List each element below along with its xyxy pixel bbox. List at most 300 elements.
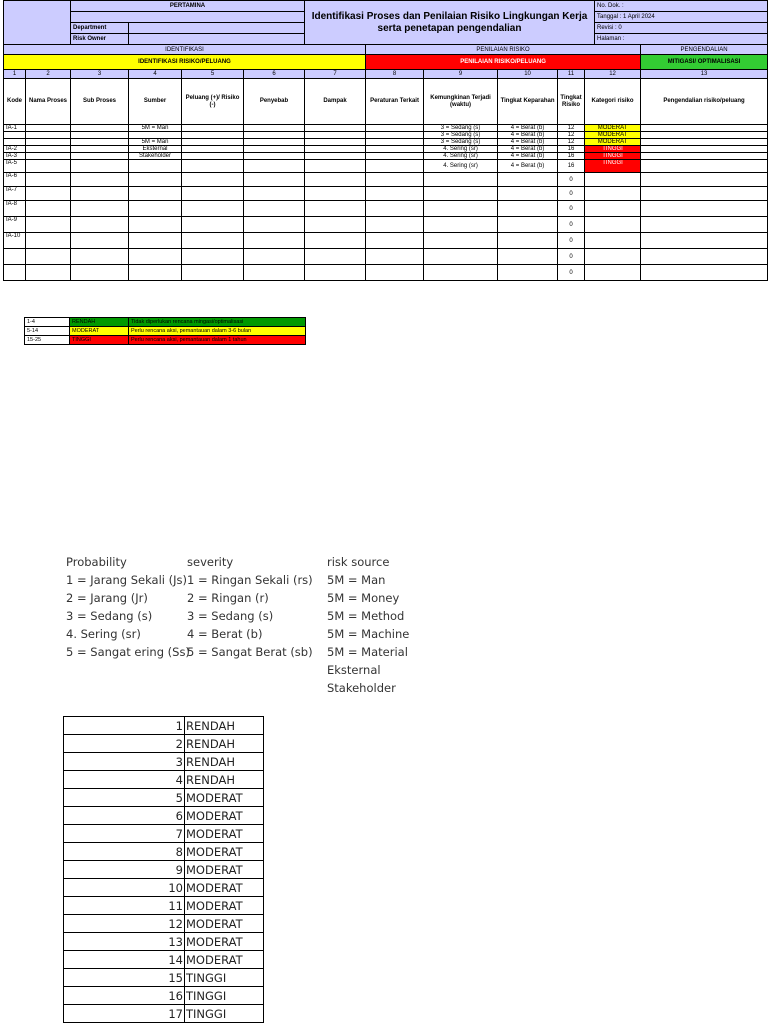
reference-item: risk source bbox=[327, 555, 390, 569]
column-header: Nama Proses bbox=[26, 79, 71, 125]
doc-no: No. Dok. : bbox=[595, 1, 768, 12]
reference-item: 3 = Sedang (s) bbox=[187, 609, 274, 623]
column-header: Peraturan Terkait bbox=[366, 79, 424, 125]
risk-rows bbox=[4, 125, 768, 281]
reference-item: 5 = Sangat ering (Ss) bbox=[66, 645, 190, 659]
table-cell[interactable] bbox=[26, 160, 71, 173]
table-cell[interactable] bbox=[366, 146, 424, 153]
table-cell[interactable] bbox=[244, 173, 305, 187]
table-cell[interactable] bbox=[244, 187, 305, 201]
table-row bbox=[4, 125, 768, 132]
table-row bbox=[4, 153, 768, 160]
table-cell[interactable] bbox=[641, 173, 768, 187]
table-cell[interactable]: 4. Sering (sr) bbox=[424, 153, 498, 160]
table-cell[interactable] bbox=[71, 125, 129, 132]
table-cell[interactable] bbox=[26, 201, 71, 217]
score-value: 14 bbox=[64, 951, 185, 969]
table-cell[interactable]: MODERAT bbox=[585, 139, 641, 146]
reference-item: 5M = Material bbox=[327, 645, 408, 659]
table-cell[interactable]: 0 bbox=[558, 217, 585, 233]
score-value: 4 bbox=[64, 771, 185, 789]
table-cell[interactable] bbox=[585, 187, 641, 201]
table-cell[interactable] bbox=[498, 187, 558, 201]
table-row bbox=[4, 160, 768, 173]
table-cell[interactable]: TINGGI bbox=[585, 146, 641, 153]
table-cell[interactable] bbox=[641, 201, 768, 217]
department-value[interactable] bbox=[129, 23, 305, 34]
column-header: Pengendalian risiko/peluang bbox=[641, 79, 768, 125]
table-cell[interactable]: 4 = Berat (b) bbox=[498, 160, 558, 173]
legend-desc: Tidak diperlukan rencana mingasi/optimalisasi bbox=[129, 318, 306, 327]
table-cell[interactable]: Eksternal bbox=[129, 146, 182, 153]
score-row bbox=[64, 861, 264, 879]
table-cell[interactable] bbox=[305, 217, 366, 233]
reference-item: 2 = Ringan (r) bbox=[187, 591, 269, 605]
score-row bbox=[64, 1005, 264, 1023]
table-cell[interactable] bbox=[424, 265, 498, 281]
legend-label: MODERAT bbox=[70, 327, 129, 336]
table-cell[interactable]: MODERAT bbox=[585, 132, 641, 139]
table-cell[interactable] bbox=[641, 233, 768, 249]
table-cell[interactable] bbox=[424, 233, 498, 249]
score-row bbox=[64, 735, 264, 753]
table-cell[interactable] bbox=[182, 146, 244, 153]
column-header: Sub Proses bbox=[71, 79, 129, 125]
table-cell[interactable] bbox=[366, 233, 424, 249]
table-cell[interactable] bbox=[129, 173, 182, 187]
table-cell[interactable] bbox=[305, 265, 366, 281]
score-value: 9 bbox=[64, 861, 185, 879]
table-cell[interactable] bbox=[244, 146, 305, 153]
section-identifikasi: IDENTIFIKASI bbox=[4, 45, 366, 55]
table-row bbox=[4, 265, 768, 281]
table-cell[interactable] bbox=[129, 201, 182, 217]
department-label: Department bbox=[71, 23, 129, 34]
table-cell[interactable] bbox=[585, 265, 641, 281]
table-cell[interactable] bbox=[26, 265, 71, 281]
score-row bbox=[64, 897, 264, 915]
table-cell[interactable] bbox=[182, 132, 244, 139]
table-cell[interactable] bbox=[305, 153, 366, 160]
table-cell[interactable] bbox=[26, 139, 71, 146]
table-cell[interactable] bbox=[26, 132, 71, 139]
table-cell[interactable] bbox=[129, 249, 182, 265]
table-cell[interactable] bbox=[366, 153, 424, 160]
doc-date: Tanggal : 1 April 2024 bbox=[595, 12, 768, 23]
table-row bbox=[4, 249, 768, 265]
table-cell[interactable] bbox=[366, 201, 424, 217]
column-number: 2 bbox=[26, 70, 71, 79]
table-cell[interactable] bbox=[244, 160, 305, 173]
score-category: RENDAH bbox=[185, 753, 264, 771]
reference-item: Probability bbox=[66, 555, 127, 569]
score-row bbox=[64, 717, 264, 735]
table-cell[interactable]: 16 bbox=[558, 146, 585, 153]
table-cell[interactable]: IA-8 bbox=[4, 201, 26, 217]
table-cell[interactable] bbox=[71, 139, 129, 146]
table-row bbox=[4, 187, 768, 201]
table-cell[interactable] bbox=[641, 139, 768, 146]
table-cell[interactable] bbox=[585, 201, 641, 217]
table-cell[interactable]: 4 = Berat (b) bbox=[498, 139, 558, 146]
column-number: 13 bbox=[641, 70, 768, 79]
score-row bbox=[64, 969, 264, 987]
reference-item: Eksternal bbox=[327, 663, 381, 677]
table-cell[interactable] bbox=[305, 201, 366, 217]
column-number: 8 bbox=[366, 70, 424, 79]
score-value: 1 bbox=[64, 717, 185, 735]
reference-item: 1 = Ringan Sekali (rs) bbox=[187, 573, 313, 587]
risk-table bbox=[3, 44, 768, 281]
table-cell[interactable]: 0 bbox=[558, 173, 585, 187]
table-cell[interactable] bbox=[71, 217, 129, 233]
table-cell[interactable] bbox=[641, 125, 768, 132]
table-cell[interactable] bbox=[244, 132, 305, 139]
table-cell[interactable] bbox=[71, 160, 129, 173]
table-row bbox=[4, 201, 768, 217]
table-cell[interactable]: 0 bbox=[558, 249, 585, 265]
company-blank bbox=[71, 12, 305, 23]
table-cell[interactable] bbox=[4, 265, 26, 281]
table-cell[interactable] bbox=[305, 132, 366, 139]
table-cell[interactable] bbox=[641, 217, 768, 233]
table-cell[interactable]: TINGGI bbox=[585, 153, 641, 160]
legend-desc: Perlu rencana aksi, pemantauan dalam 3-6 bulan bbox=[129, 327, 306, 336]
table-cell[interactable]: TINGGI bbox=[585, 160, 641, 173]
score-value: 7 bbox=[64, 825, 185, 843]
column-number: 5 bbox=[182, 70, 244, 79]
score-category: RENDAH bbox=[185, 717, 264, 735]
table-cell[interactable] bbox=[4, 132, 26, 139]
reference-item: 1 = Jarang Sekali (Js) bbox=[66, 573, 188, 587]
table-cell[interactable] bbox=[366, 132, 424, 139]
table-cell[interactable] bbox=[182, 153, 244, 160]
probability-list bbox=[66, 553, 190, 661]
table-row bbox=[4, 146, 768, 153]
reference-item: 3 = Sedang (s) bbox=[66, 609, 153, 623]
score-category: RENDAH bbox=[185, 771, 264, 789]
table-cell[interactable] bbox=[129, 132, 182, 139]
table-cell[interactable] bbox=[305, 125, 366, 132]
score-row bbox=[64, 771, 264, 789]
column-header-row bbox=[4, 79, 768, 125]
band-identifikasi: IDENTIFIKASI RISIKO/PELUANG bbox=[4, 55, 366, 70]
table-cell[interactable] bbox=[366, 265, 424, 281]
score-category: MODERAT bbox=[185, 789, 264, 807]
table-cell[interactable]: Stakeholder bbox=[129, 153, 182, 160]
table-cell[interactable]: IA-6 bbox=[4, 173, 26, 187]
document-title: Identifikasi Proses dan Penilaian Risiko Lingkungan Kerja serta penetapan pengendalian bbox=[305, 1, 595, 45]
table-cell[interactable] bbox=[305, 146, 366, 153]
score-value: 13 bbox=[64, 933, 185, 951]
column-header: Dampak bbox=[305, 79, 366, 125]
column-header: Peluang (+)/ Risiko (-) bbox=[182, 79, 244, 125]
score-category: MODERAT bbox=[185, 807, 264, 825]
legend-range: 5-14 bbox=[25, 327, 70, 336]
legend-range: 15-25 bbox=[25, 336, 70, 345]
column-number: 10 bbox=[498, 70, 558, 79]
legend-row bbox=[25, 318, 306, 327]
column-header: Tingkat Keparahan bbox=[498, 79, 558, 125]
document-header bbox=[3, 0, 768, 45]
table-cell[interactable] bbox=[366, 187, 424, 201]
table-cell[interactable] bbox=[129, 233, 182, 249]
table-cell[interactable] bbox=[585, 217, 641, 233]
column-number: 3 bbox=[71, 70, 129, 79]
reference-item: Stakeholder bbox=[327, 681, 396, 695]
column-number: 12 bbox=[585, 70, 641, 79]
score-category: RENDAH bbox=[185, 735, 264, 753]
table-cell[interactable] bbox=[71, 233, 129, 249]
table-cell[interactable]: MODERAT bbox=[585, 125, 641, 132]
score-category: MODERAT bbox=[185, 843, 264, 861]
table-cell[interactable] bbox=[305, 173, 366, 187]
table-cell[interactable]: IA-7 bbox=[4, 187, 26, 201]
column-header: Tingkat Risiko bbox=[558, 79, 585, 125]
table-cell[interactable] bbox=[641, 265, 768, 281]
table-cell[interactable] bbox=[182, 160, 244, 173]
table-cell[interactable]: 12 bbox=[558, 132, 585, 139]
table-cell[interactable]: IA-9 bbox=[4, 217, 26, 233]
table-cell[interactable]: 12 bbox=[558, 139, 585, 146]
column-header: Kemungkinan Terjadi (waktu) bbox=[424, 79, 498, 125]
table-cell[interactable] bbox=[498, 265, 558, 281]
table-cell[interactable]: 0 bbox=[558, 201, 585, 217]
table-cell[interactable] bbox=[244, 153, 305, 160]
table-cell[interactable] bbox=[498, 249, 558, 265]
score-row bbox=[64, 951, 264, 969]
score-value: 10 bbox=[64, 879, 185, 897]
table-cell[interactable] bbox=[244, 125, 305, 132]
risk-owner-value[interactable] bbox=[129, 34, 305, 45]
table-cell[interactable]: IA-3 bbox=[4, 153, 26, 160]
score-row bbox=[64, 843, 264, 861]
score-row bbox=[64, 987, 264, 1005]
table-cell[interactable] bbox=[182, 139, 244, 146]
table-cell[interactable] bbox=[71, 132, 129, 139]
legend-label: RENDAH bbox=[70, 318, 129, 327]
table-cell[interactable] bbox=[129, 160, 182, 173]
score-value: 5 bbox=[64, 789, 185, 807]
score-value: 11 bbox=[64, 897, 185, 915]
score-category: MODERAT bbox=[185, 951, 264, 969]
table-cell[interactable] bbox=[129, 265, 182, 281]
score-category-table bbox=[63, 716, 264, 1023]
table-cell[interactable] bbox=[26, 249, 71, 265]
table-cell[interactable]: 0 bbox=[558, 233, 585, 249]
table-cell[interactable]: IA-1 bbox=[4, 125, 26, 132]
table-cell[interactable] bbox=[424, 249, 498, 265]
table-cell[interactable] bbox=[182, 233, 244, 249]
score-value: 12 bbox=[64, 915, 185, 933]
column-number: 9 bbox=[424, 70, 498, 79]
table-cell[interactable] bbox=[585, 249, 641, 265]
table-row bbox=[4, 139, 768, 146]
legend-desc: Perlu rencana aksi, pemantauan dalam 1 tahun bbox=[129, 336, 306, 345]
table-cell[interactable] bbox=[71, 187, 129, 201]
table-cell[interactable] bbox=[4, 249, 26, 265]
severity-list bbox=[187, 553, 313, 661]
score-category: MODERAT bbox=[185, 915, 264, 933]
table-cell[interactable] bbox=[424, 173, 498, 187]
table-cell[interactable]: 3 = Sedang (s) bbox=[424, 139, 498, 146]
table-cell[interactable]: 16 bbox=[558, 160, 585, 173]
legend-label: TINGGI bbox=[70, 336, 129, 345]
table-cell[interactable] bbox=[424, 201, 498, 217]
table-cell[interactable] bbox=[641, 187, 768, 201]
table-cell[interactable]: 5M = Man bbox=[129, 139, 182, 146]
table-cell[interactable] bbox=[26, 233, 71, 249]
table-cell[interactable] bbox=[71, 201, 129, 217]
score-category: MODERAT bbox=[185, 879, 264, 897]
table-cell[interactable] bbox=[244, 265, 305, 281]
column-number-row bbox=[4, 70, 768, 79]
score-category: TINGGI bbox=[185, 987, 264, 1005]
table-cell[interactable]: 12 bbox=[558, 125, 585, 132]
table-cell[interactable] bbox=[244, 217, 305, 233]
table-cell[interactable]: IA-2 bbox=[4, 146, 26, 153]
table-cell[interactable] bbox=[129, 187, 182, 201]
section-pengendalian: PENGENDALIAN bbox=[641, 45, 768, 55]
table-cell[interactable] bbox=[305, 233, 366, 249]
table-cell[interactable] bbox=[244, 233, 305, 249]
risk-legend bbox=[24, 317, 306, 345]
score-value: 3 bbox=[64, 753, 185, 771]
score-category: TINGGI bbox=[185, 1005, 264, 1023]
table-cell[interactable]: IA-5 bbox=[4, 160, 26, 173]
table-cell[interactable] bbox=[244, 201, 305, 217]
reference-item: 2 = Jarang (Jr) bbox=[66, 591, 148, 605]
table-cell[interactable] bbox=[641, 249, 768, 265]
table-cell[interactable] bbox=[129, 217, 182, 233]
reference-item: 4 = Berat (b) bbox=[187, 627, 263, 641]
reference-item: 5M = Method bbox=[327, 609, 405, 623]
score-row bbox=[64, 915, 264, 933]
column-header: Kategori risiko bbox=[585, 79, 641, 125]
table-cell[interactable] bbox=[182, 201, 244, 217]
table-cell[interactable] bbox=[244, 139, 305, 146]
score-row bbox=[64, 789, 264, 807]
table-cell[interactable] bbox=[26, 217, 71, 233]
table-cell[interactable] bbox=[366, 217, 424, 233]
score-category: MODERAT bbox=[185, 825, 264, 843]
table-cell[interactable] bbox=[498, 217, 558, 233]
section-penilaian: PENILAIAN RISIKO bbox=[366, 45, 641, 55]
table-cell[interactable]: 0 bbox=[558, 265, 585, 281]
score-row bbox=[64, 825, 264, 843]
table-cell[interactable] bbox=[26, 146, 71, 153]
table-cell[interactable] bbox=[641, 153, 768, 160]
table-cell[interactable] bbox=[366, 125, 424, 132]
table-cell[interactable] bbox=[585, 173, 641, 187]
table-cell[interactable] bbox=[366, 160, 424, 173]
reference-item: 5 = Sangat Berat (sb) bbox=[187, 645, 313, 659]
reference-item: 5M = Man bbox=[327, 573, 386, 587]
column-number: 11 bbox=[558, 70, 585, 79]
table-cell[interactable] bbox=[71, 153, 129, 160]
score-value: 16 bbox=[64, 987, 185, 1005]
table-cell[interactable] bbox=[424, 187, 498, 201]
table-cell[interactable]: 4 = Berat (b) bbox=[498, 153, 558, 160]
score-category: MODERAT bbox=[185, 933, 264, 951]
score-value: 15 bbox=[64, 969, 185, 987]
legend-range: 1-4 bbox=[25, 318, 70, 327]
score-row bbox=[64, 753, 264, 771]
table-cell[interactable] bbox=[71, 249, 129, 265]
table-row bbox=[4, 217, 768, 233]
table-cell[interactable] bbox=[305, 187, 366, 201]
table-cell[interactable]: IA-10 bbox=[4, 233, 26, 249]
table-cell[interactable] bbox=[26, 153, 71, 160]
table-cell[interactable] bbox=[498, 233, 558, 249]
reference-item: 5M = Money bbox=[327, 591, 400, 605]
table-cell[interactable] bbox=[366, 249, 424, 265]
table-cell[interactable] bbox=[366, 173, 424, 187]
table-cell[interactable]: 4. Sering (sr) bbox=[424, 160, 498, 173]
reference-item: 4. Sering (sr) bbox=[66, 627, 141, 641]
table-row bbox=[4, 132, 768, 139]
table-cell[interactable] bbox=[71, 265, 129, 281]
table-cell[interactable] bbox=[26, 173, 71, 187]
table-cell[interactable] bbox=[641, 160, 768, 173]
table-cell[interactable] bbox=[305, 249, 366, 265]
score-row bbox=[64, 879, 264, 897]
table-cell[interactable] bbox=[424, 217, 498, 233]
legend-row bbox=[25, 327, 306, 336]
table-cell[interactable]: 16 bbox=[558, 153, 585, 160]
table-cell[interactable]: 3 = Sedang (s) bbox=[424, 125, 498, 132]
table-cell[interactable] bbox=[71, 173, 129, 187]
table-cell[interactable]: 4 = Berat (b) bbox=[498, 132, 558, 139]
reference-item: severity bbox=[187, 555, 234, 569]
table-cell[interactable] bbox=[182, 173, 244, 187]
table-cell[interactable] bbox=[498, 173, 558, 187]
table-cell[interactable] bbox=[305, 160, 366, 173]
column-number: 6 bbox=[244, 70, 305, 79]
table-cell[interactable] bbox=[182, 265, 244, 281]
table-cell[interactable] bbox=[182, 249, 244, 265]
table-cell[interactable] bbox=[585, 233, 641, 249]
table-cell[interactable]: 5M = Man bbox=[129, 125, 182, 132]
table-cell[interactable]: 4 = Berat (b) bbox=[498, 125, 558, 132]
table-cell[interactable]: 0 bbox=[558, 187, 585, 201]
table-cell[interactable] bbox=[26, 187, 71, 201]
column-header: Penyebab bbox=[244, 79, 305, 125]
table-cell[interactable] bbox=[366, 139, 424, 146]
table-cell[interactable] bbox=[182, 187, 244, 201]
table-cell[interactable] bbox=[305, 139, 366, 146]
legend-row bbox=[25, 336, 306, 345]
score-row bbox=[64, 933, 264, 951]
table-cell[interactable] bbox=[182, 217, 244, 233]
table-cell[interactable] bbox=[26, 125, 71, 132]
table-cell[interactable] bbox=[182, 125, 244, 132]
table-cell[interactable] bbox=[4, 139, 26, 146]
table-cell[interactable]: 3 = Sedang (s) bbox=[424, 132, 498, 139]
table-cell[interactable] bbox=[244, 249, 305, 265]
table-cell[interactable]: 4 = Berat (b) bbox=[498, 146, 558, 153]
table-cell[interactable] bbox=[71, 146, 129, 153]
risk-source-list bbox=[327, 553, 409, 697]
score-category: TINGGI bbox=[185, 969, 264, 987]
table-cell[interactable] bbox=[641, 146, 768, 153]
table-cell[interactable] bbox=[641, 132, 768, 139]
table-cell[interactable] bbox=[498, 201, 558, 217]
column-header: Sumber bbox=[129, 79, 182, 125]
reference-item: 5M = Machine bbox=[327, 627, 410, 641]
table-cell[interactable]: 4. Sering (sr) bbox=[424, 146, 498, 153]
score-category: MODERAT bbox=[185, 897, 264, 915]
